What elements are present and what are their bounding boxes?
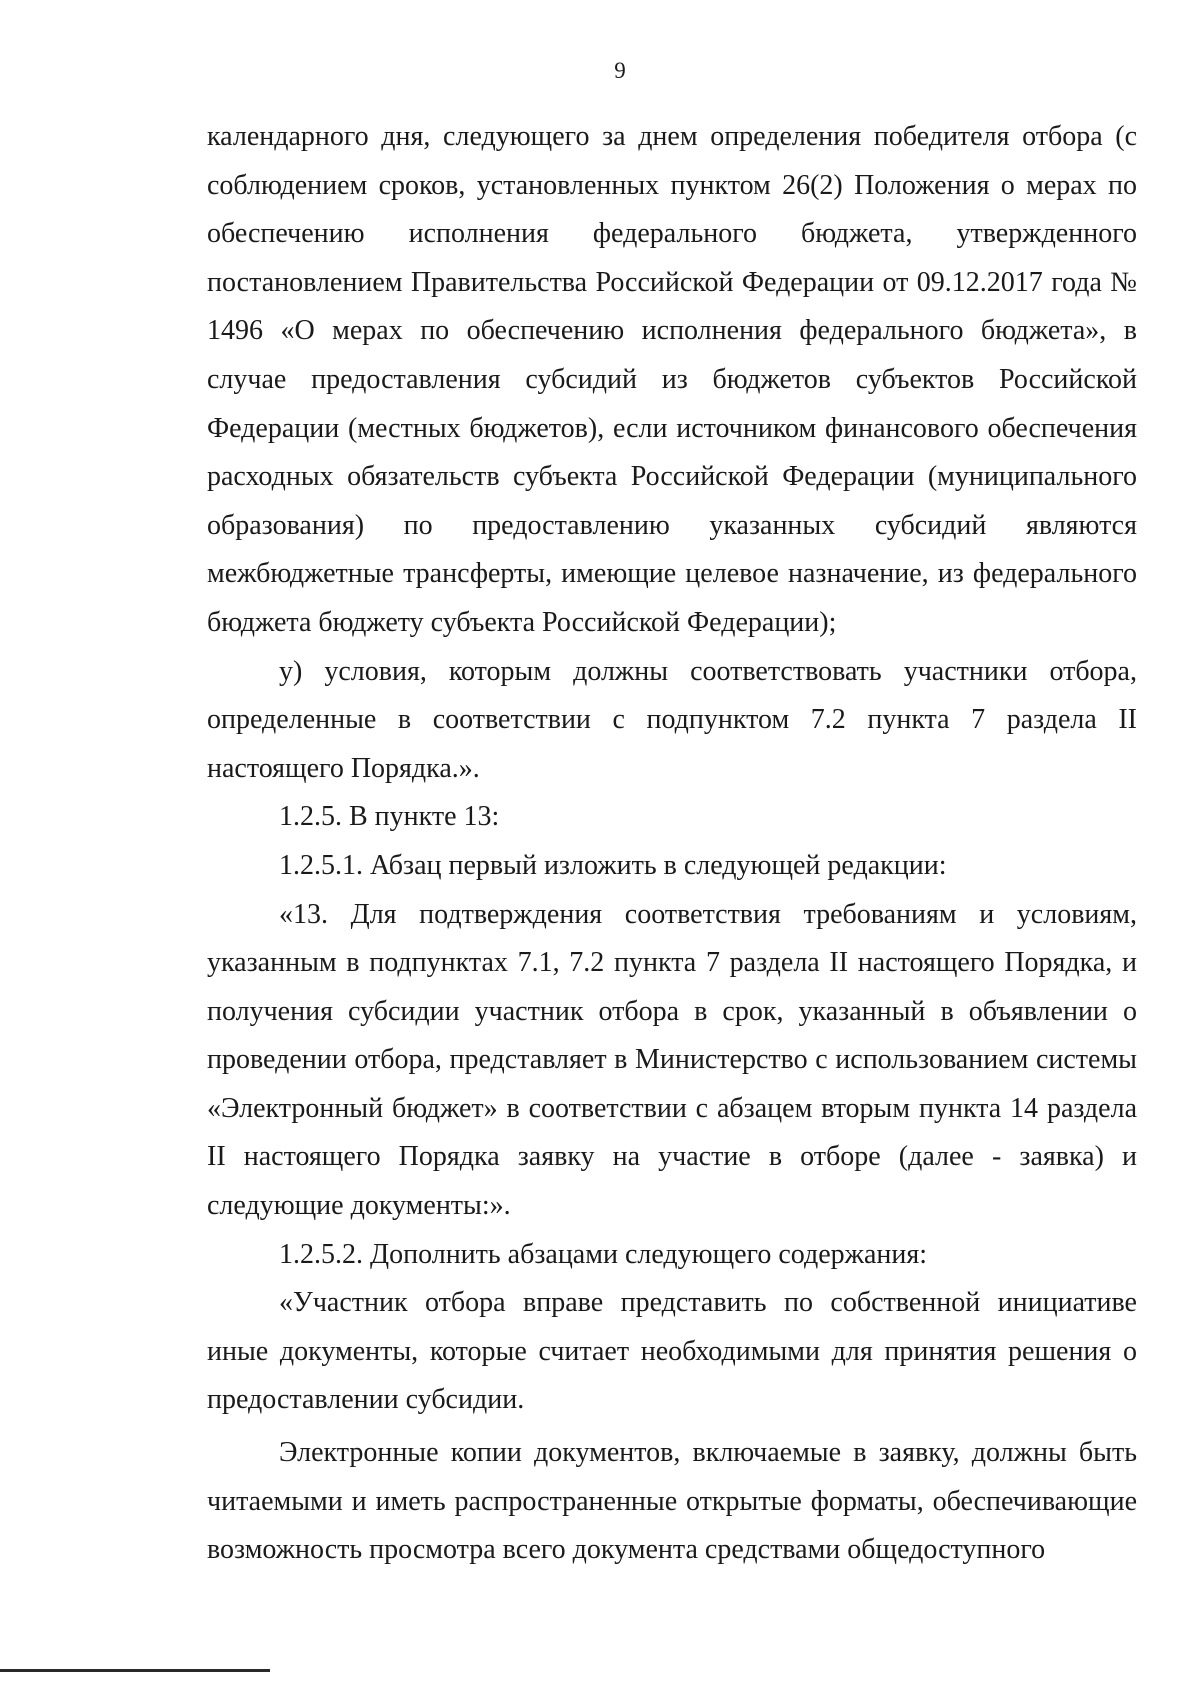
scan-edge-line — [0, 1669, 270, 1672]
paragraph-clause-13: «13. Для подтверждения соответствия требованиям и условиям, указанным в подпунктах 7.1, 7.2 пункта 7 раздела II настоящего Порядка, и получения субсидии участник отбора в срок, указанный в объявлении о проведении отбора, представляет в Министерство с использованием системы «Электронный бюджет» в соответствии с абзацем вторым пункта 14 раздела II настоящего Порядка заявку на участие в отборе (далее - заявка) и следующие документы:». — [207, 898, 1137, 1222]
document-body — [207, 113, 1137, 1575]
paragraph-participant-documents: «Участник отбора вправе представить по собственной инициативе иные документы, которые считает необходимыми для принятия решения о предоставлении субсидии. — [207, 1287, 1137, 1416]
paragraph-1-2-5: 1.2.5. В пункте 13: — [279, 801, 500, 833]
paragraph-1-2-5-1: 1.2.5.1. Абзац первый изложить в следующей редакции: — [279, 849, 947, 881]
paragraph-electronic-copies: Электронные копии документов, включаемые в заявку, должны быть читаемыми и иметь распространенные открытые форматы, обеспечивающие возможность просмотра всего документа средствами общедоступного — [207, 1437, 1137, 1566]
paragraph-1-2-5-2: 1.2.5.2. Дополнить абзацами следующего содержания: — [279, 1238, 928, 1270]
page-number: 9 — [614, 58, 626, 83]
paragraph-continuation: календарного дня, следующего за днем определения победителя отбора (с соблюдением сроков, установленных пунктом 26(2) Положения о мерах по обеспечению исполнения федерального бюджета, утвержденного постановлением Правительства Российской Федерации от 09.12.2017 года № 1496 «О мерах по обеспечению исполнения федерального бюджета», в случае предоставления субсидий из бюджетов субъектов Российской Федерации (местных бюджетов), если источником финансового обеспечения расходных обязательств субъекта Российской Федерации (муниципального образования) по предоставлению указанных субсидий являются межбюджетные трансферты, имеющие целевое назначение, из федерального бюджета бюджету субъекта Российской Федерации); — [207, 121, 1137, 638]
paragraph-item-u: у) условия, которым должны соответствовать участники отбора, определенные в соответствии с подпунктом 7.2 пункта 7 раздела II настоящего Порядка.». — [207, 655, 1137, 784]
